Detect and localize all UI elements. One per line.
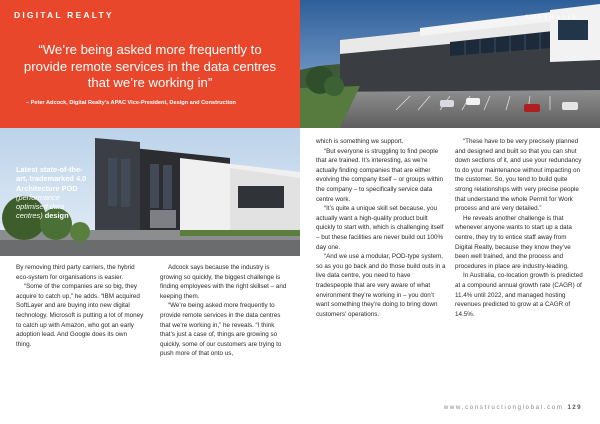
paragraph: “But everyone is struggling to find people that are trained. It’s interesting, as we’re actually finding companies that are either evolving the company itself – or groups within the company – to specifically service data centre work. bbox=[316, 147, 444, 203]
brand-label: DIGITAL REALTY bbox=[14, 10, 114, 20]
page-footer bbox=[444, 404, 582, 411]
paragraph: “And we use a modular, POD-type system, so as you go back and do those build outs in a live data centre, you need to have tradespeople that are very aware of what environment they’re working in – you don’t want something they’re doing to bring down customers’ operations. bbox=[316, 253, 446, 318]
paragraph: “These have to be very precisely planned and designed and built so that you can shut down sections of it, and use your redundancy to do your maintenance without impacting on the customer. So, you tend to build quite strong relationships with very precise people that understand the whole Permit for Work process and are very detailed.” bbox=[455, 138, 582, 213]
paragraph: Adcock says because the industry is growing so quickly, the biggest challenge is finding employees with the right skillset – and keeping them. bbox=[160, 264, 287, 300]
photo-caption bbox=[16, 165, 88, 221]
quote-attribution: – Peter Adcock, Digital Realty’s APAC Vice-President, Design and Construction bbox=[26, 100, 236, 106]
paragraph: “We’re being asked more frequently to provide remote services in the data centres that we’re working in,” he reveals. “I think that’s just a case of, things are growing so quickly, some of our customers are trying to push more of that onto us, bbox=[160, 302, 282, 358]
text-column-4 bbox=[455, 137, 585, 319]
footer-url: www.constructionglobal.com bbox=[443, 404, 564, 411]
paragraph: “It’s quite a unique skill set because, you actually want a high-quality product built quickly to start with, which is challenging itself – but these facilities are never build out 100% day one. bbox=[316, 205, 444, 251]
datacentre-render-top bbox=[300, 0, 600, 128]
paragraph: In Australia, co-location growth is predicted at a compound annual growth rate (CAGR) of 11.4% until 2022, and managed hosting revenues predicted to grow at a CAGR of 14.5%. bbox=[455, 272, 583, 318]
caption-tail: design bbox=[44, 211, 69, 221]
text-column-1 bbox=[16, 263, 144, 349]
text-column-3 bbox=[316, 137, 446, 319]
country-label: AUSTRALIA bbox=[524, 14, 578, 21]
paragraph: “Some of the companies are so big, they acquire to catch up,” he adds. “IBM acquired SoftLayer and are buying into new digital technology. Microsoft is putting a lot of money to catch up with Amazon, who got an early adoption lead. And Google does its own thing. bbox=[16, 283, 144, 348]
pull-quote: “We’re being asked more frequently to provide remote services in the data centres that we’re working in” bbox=[23, 42, 277, 90]
text-column-2 bbox=[160, 263, 290, 359]
caption-lead: Latest state-of-the-art, trademarked 4.0 Architecture POD bbox=[16, 165, 87, 193]
quote-banner bbox=[0, 0, 300, 128]
paragraph: By removing third party carriers, the hybrid eco-system for organisations is easier. bbox=[16, 264, 135, 281]
paragraph: which is something we support. bbox=[316, 138, 404, 145]
paragraph: He reveals another challenge is that whenever anyone wants to start up a data centre, they try to entice staff away from Digital Realty, because they know they’ve been well trained, and the process and procedures in place are industry-leading. bbox=[455, 214, 572, 270]
caption-italic: (performance optimised data centres) bbox=[16, 192, 65, 221]
page-number: 129 bbox=[567, 404, 582, 411]
